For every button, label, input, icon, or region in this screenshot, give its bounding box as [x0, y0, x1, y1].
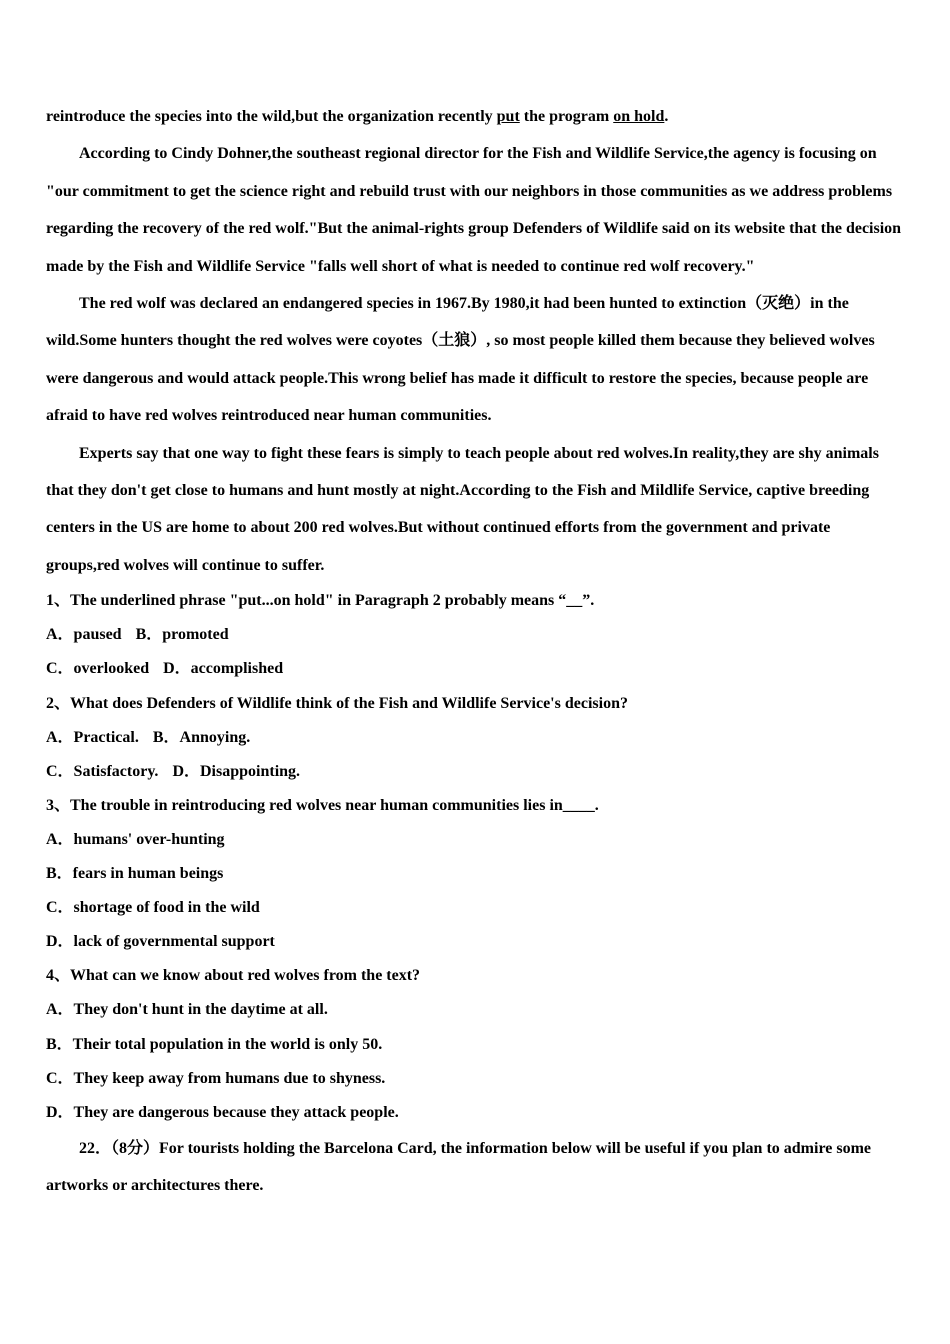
option-d[interactable]: D．They are dangerous because they attack people.: [46, 1103, 399, 1121]
option-b[interactable]: B．fears in human beings: [46, 865, 224, 883]
option-c[interactable]: C．shortage of food in the wild: [46, 899, 260, 917]
question-4-stem: 4、What can we know about red wolves from the text?: [46, 967, 421, 985]
option-a[interactable]: A．paused: [46, 626, 122, 644]
question-1-options-row-1: [46, 618, 906, 652]
option-d[interactable]: D．accomplished: [163, 660, 284, 678]
passage-paragraph-4: Experts say that one way to fight these fears is simply to teach people about red wolves.In reality,they are shy animals that they don't get close to humans and hunt mostly at night.According to the Fish and Mildlife Service, captive breeding centers in the US are home to about 200 red wolves.But without continued efforts from the government and private groups,red wolves will continue to suffer.: [46, 444, 879, 574]
option-c[interactable]: C．They keep away from humans due to shyness.: [46, 1069, 386, 1087]
option-a[interactable]: A．humans' over-hunting: [46, 830, 225, 848]
option-a[interactable]: A．Practical.: [46, 728, 139, 746]
question-2-options-row-1: [46, 721, 906, 755]
passage-text: the program: [519, 108, 614, 125]
passage-paragraph-3: The red wolf was declared an endangered species in 1967.By 1980,it had been hunted to extinction（灭绝）in the wild.Some hunters thought the red wolves were coyotes（土狼）, so most people killed them because they believed wolves were dangerous and would attack people.This wrong belief has made it difficult to restore the species, because people are afraid to have red wolves reintroduced near human communities.: [46, 295, 875, 425]
question-3-stem: 3、The trouble in reintroducing red wolves near human communities lies in____.: [46, 796, 599, 814]
passage-text: reintroduce the species into the wild,but the organization recently: [46, 108, 497, 125]
option-b[interactable]: B．Annoying.: [152, 728, 251, 746]
passage-paragraph-2: According to Cindy Dohner,the southeast regional director for the Fish and Wildlife Service,the agency is focusing on "our commitment to get the science right and rebuild trust with our neighbors in those communities as we address problems regarding the recovery of the red wolf."But the animal-rights group Defenders of Wildlife said on its website that the decision made by the Fish and Wildlife Service "falls well short of what is needed to continue red wolf recovery.": [46, 145, 902, 275]
question-2-stem: 2、What does Defenders of Wildlife think of the Fish and Wildlife Service's decision?: [46, 694, 628, 712]
question-2-options-row-2: [46, 755, 906, 789]
passage-paragraph-1: [46, 98, 906, 135]
option-b[interactable]: B．promoted: [135, 626, 229, 644]
option-c[interactable]: C．overlooked: [46, 660, 150, 678]
option-d[interactable]: D．Disappointing.: [172, 762, 301, 780]
question-1-stem: 1、The underlined phrase "put...on hold" in Paragraph 2 probably means “__”.: [46, 592, 595, 610]
underlined-phrase-on-hold: on hold: [613, 108, 665, 125]
option-a[interactable]: A．They don't hunt in the daytime at all.: [46, 1001, 328, 1019]
document-body: [46, 98, 906, 1205]
passage-text: .: [664, 108, 669, 125]
underlined-word-put: put: [496, 108, 520, 125]
option-b[interactable]: B．Their total population in the world is only 50.: [46, 1035, 383, 1053]
option-c[interactable]: C．Satisfactory.: [46, 762, 159, 780]
option-d[interactable]: D．lack of governmental support: [46, 933, 275, 951]
next-section-intro: 22．（8分）For tourists holding the Barcelona Card, the information below will be useful if you plan to admire some artworks or architectures there.: [46, 1139, 872, 1195]
question-1-options-row-2: [46, 652, 906, 686]
